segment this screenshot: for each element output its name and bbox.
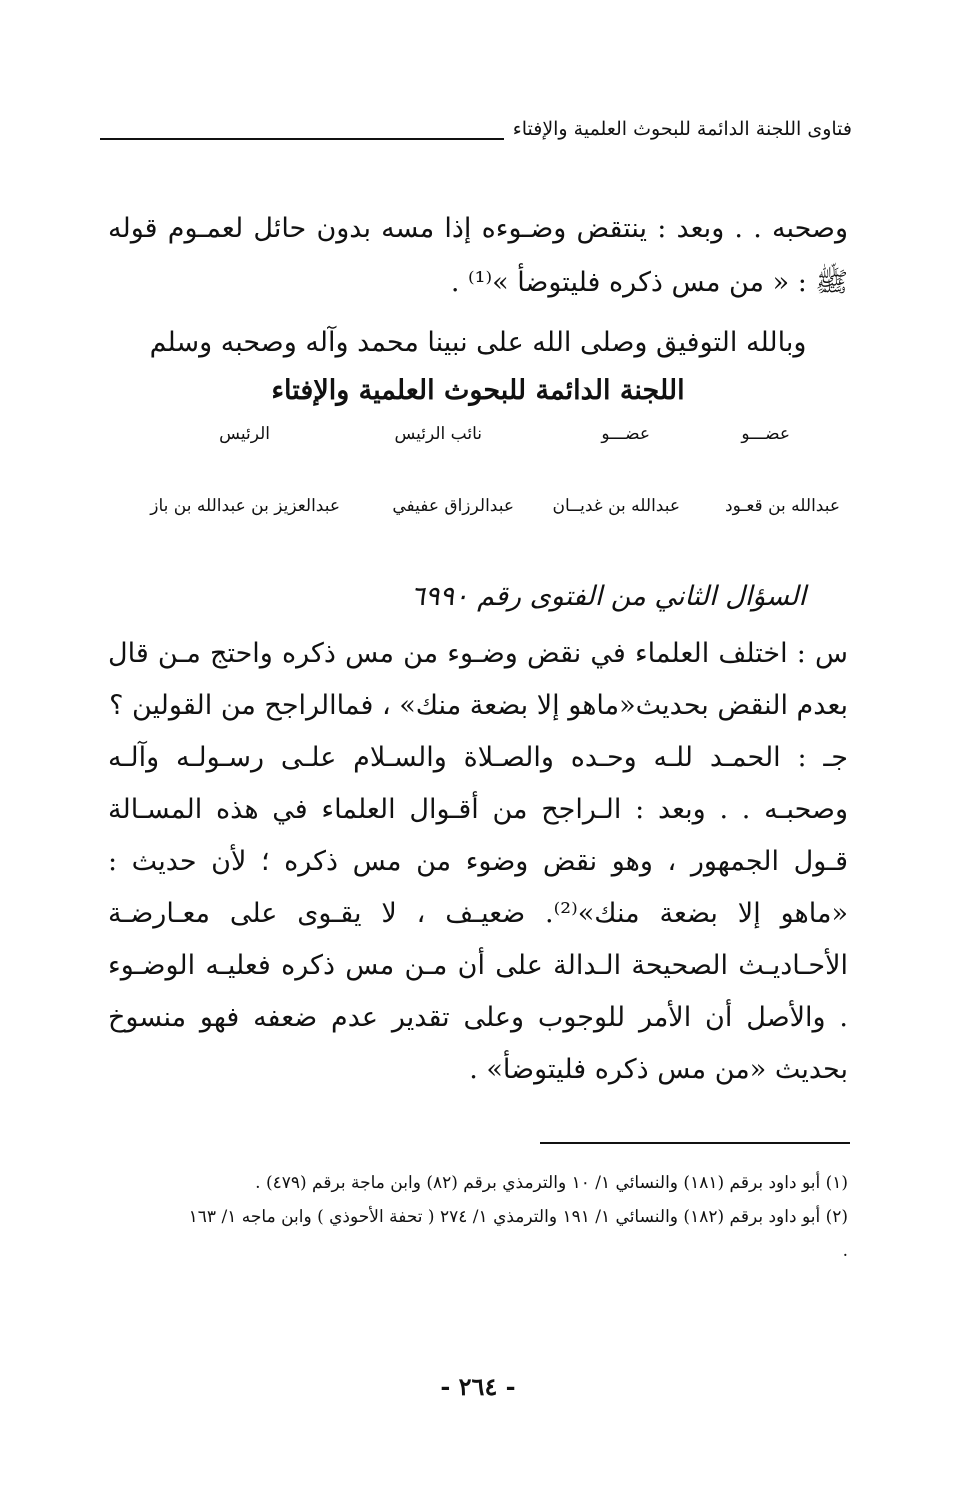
answer-paragraph: جـ : الحمـد للـه وحـده والصـلاة والسـلام علـى رسـولـه وآلـه وصحبـه . . وبعد : الـراجح من أقـوال العلماء في هذه المسـالة قـول الجمهور ، وهو نقض وضوء من مس ذكره ؛ لأن حديث : «ماهو إلا بضعة منك»⁽²⁾. ضعيـف ، لا يقـوى على معـارضـة الأحـاديـث الصحيحة الـدالة على أن مـن مس ذكره فعليـه الوضـوء . والأصل أن الأمر للوجوب وعلى تقدير عدم ضعفه فهو منسوخ بحديث «من مس ذكره فليتوضأ» . xyxy=(108,742,848,1085)
signatory-name-4: عبدالعزيز بن عبدالله بن باز xyxy=(150,496,340,516)
footnote-1: (١) أبو داود برقم (١٨١) والنسائي ١/ ١٠ والترمذي برقم (٨٢) وابن ماجة برقم (٤٧٩) . xyxy=(255,1173,848,1193)
header-rule xyxy=(100,138,504,140)
signatory-titles xyxy=(110,424,840,454)
page-number: - ٢٦٤ - xyxy=(440,1372,516,1401)
closing-formula: وبالله التوفيق وصلى الله على نبينا محمد وآله وصحبه وسلم xyxy=(149,327,807,358)
signatory-names xyxy=(110,496,840,526)
signatory-name-1: عبدالله بن قعـود xyxy=(725,496,840,516)
signatory-title-2: عضـــو xyxy=(601,424,650,444)
signatory-name-2: عبدالله بن غديــان xyxy=(552,496,680,516)
signatory-title-4: الرئيس xyxy=(219,424,270,444)
signatory-name-3: عبدالرزاق عفيفي xyxy=(392,496,514,516)
signatory-title-3: نائب الرئيس xyxy=(394,424,482,444)
fatwa-body xyxy=(108,628,848,1096)
running-header-title: فتاوى اللجنة الدائمة للبحوث العلمية والإفتاء xyxy=(512,118,852,140)
committee-name: اللجنة الدائمة للبحوث العلمية والإفتاء xyxy=(271,375,685,406)
running-header xyxy=(100,112,852,148)
question-paragraph: س : اختلف العلماء في نقض وضـوء من مس ذكره واحتج مـن قال بعدم النقض بحديث«ماهو إلا بضعة منك» ، فماالراجح من القولين ؟ xyxy=(108,638,848,721)
footnotes xyxy=(180,1166,848,1268)
footnote-rule xyxy=(540,1142,850,1144)
footnote-2: (٢) أبو داود برقم (١٨٢) والنسائي ١/ ١٩١ والترمذي ١/ ٢٧٤ ( تحفة الأحوذي ) وابن ماجه ١/ ١٦٣ . xyxy=(188,1207,848,1261)
fatwa-heading: السؤال الثاني من الفتوى رقم ٦٩٩٠ xyxy=(410,581,806,612)
opening-paragraph: وصحبه . . وبعد : ينتقض وضـوءه إذا مسه بدون حائل لعمـوم قوله ﷺ : « من مس ذكره فليتوضأ »⁽¹⁾ . xyxy=(108,213,848,298)
signatory-title-1: عضـــو xyxy=(741,424,790,444)
